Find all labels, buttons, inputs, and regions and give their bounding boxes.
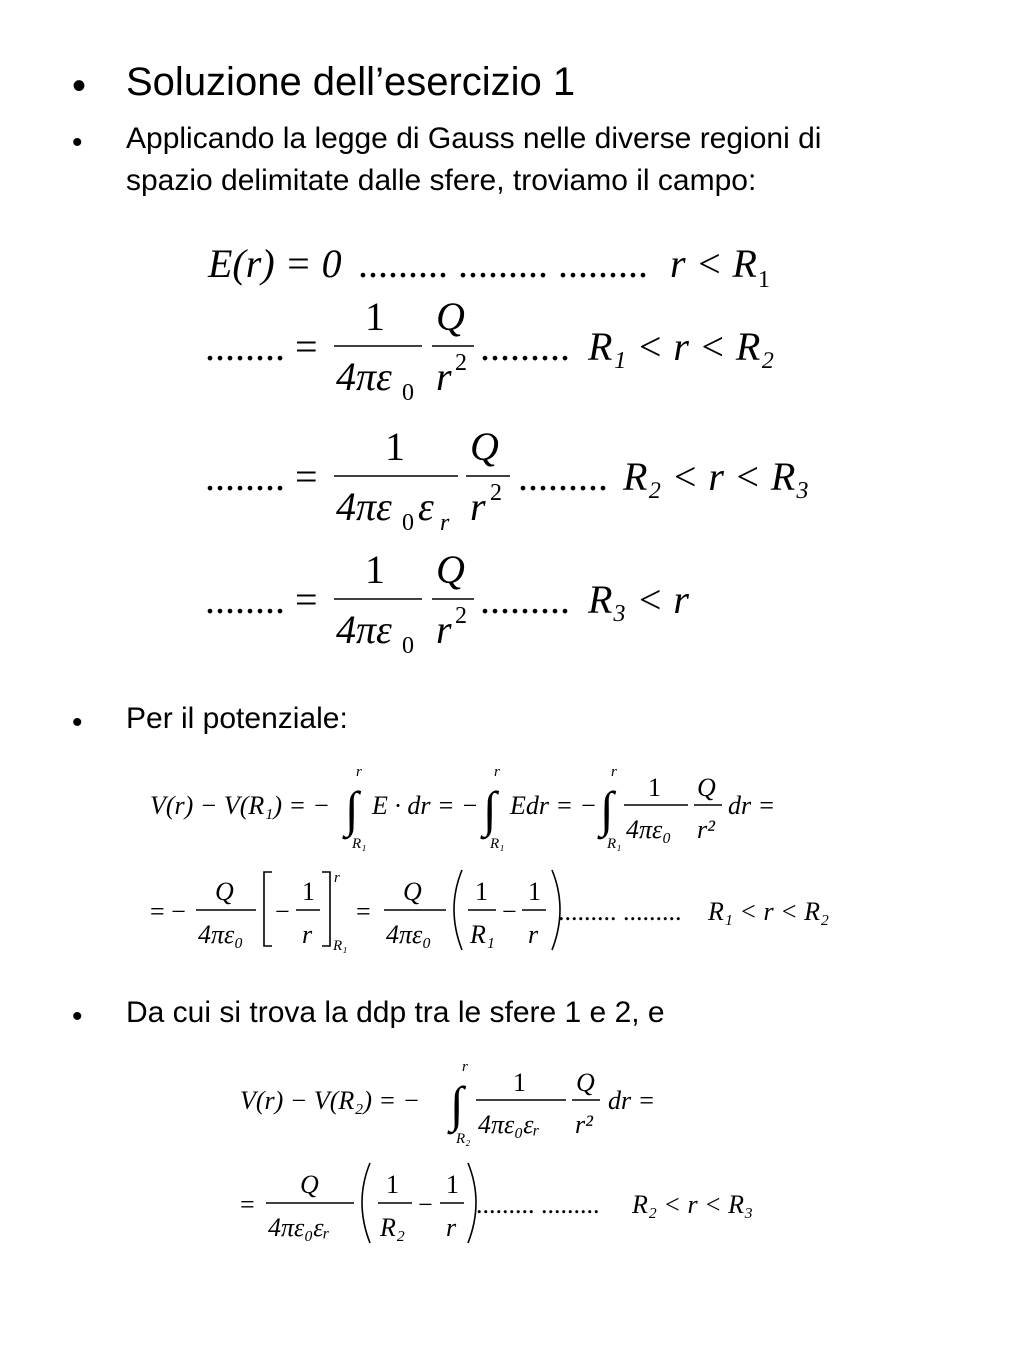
ddp-line-1 <box>240 1059 655 1147</box>
eq3-r: r <box>470 484 486 529</box>
pot2-equals: = <box>356 897 371 926</box>
int-lower-limit: R₁ <box>607 836 622 852</box>
eq2-denominator-sub: 0 <box>402 380 414 406</box>
ddp-heading: Da cui si trova la ddp tra le sfere 1 e 2, e <box>126 996 665 1029</box>
eq2-r: r <box>436 354 452 399</box>
bullet-marker: • <box>72 706 83 739</box>
ddp-r-squared: r² <box>575 1110 593 1139</box>
potential-line-2 <box>150 870 829 954</box>
intro-line-1: Applicando la legge di Gauss nelle diverse regioni di <box>126 122 822 155</box>
ddp2-R2: R₂ <box>380 1213 405 1242</box>
ddp2-lead: = <box>240 1190 255 1219</box>
ddp2-condition: R₂ < r < R₃ <box>632 1190 754 1219</box>
field-equations <box>0 215 1024 665</box>
int-upper-limit: r <box>494 764 500 780</box>
pot2-lead: = − <box>150 897 186 926</box>
eq1-condition-sub: 1 <box>758 267 770 293</box>
pot2-denominator: 4πε₀ <box>198 920 244 949</box>
equation-field-region-3 <box>205 424 809 536</box>
ddp-tail: dr = <box>608 1086 656 1115</box>
int-lower-limit: R₁ <box>490 836 505 852</box>
ddp-equations <box>0 1055 1024 1265</box>
eq4-denominator-sub: 0 <box>402 633 414 659</box>
int-upper-limit: r <box>462 1059 468 1075</box>
eq4-charge: Q <box>436 547 465 592</box>
eq3-charge: Q <box>470 424 499 469</box>
ddp-lhs: V(r) − V(R₂) = − <box>240 1086 421 1115</box>
eq4-dots: ......... <box>480 577 570 622</box>
pot-charge: Q <box>697 773 716 802</box>
pot-lhs: V(r) − V(R₁) = − <box>150 791 331 820</box>
eq1-dots: ......... ......... ......... <box>358 241 648 286</box>
eq3-dots: ......... <box>518 454 608 499</box>
pot2-r: r <box>528 920 539 949</box>
int-lower-limit: R₂ <box>456 1131 471 1147</box>
right-paren <box>468 1163 476 1243</box>
pot2-inner-num: 1 <box>302 877 315 906</box>
pot2-R1: R₁ <box>470 920 495 949</box>
ddp-denominator: 4πε₀εᵣ <box>478 1110 540 1139</box>
potential-line-1 <box>150 764 775 852</box>
pot-r-squared: r² <box>697 815 715 844</box>
ddp2-one-b: 1 <box>446 1170 459 1199</box>
ddp2-denominator: 4πε₀εᵣ <box>268 1213 330 1242</box>
eq3-denominator-sub: 0 <box>402 510 414 536</box>
eq4-condition: R₃ < r <box>588 577 689 622</box>
pot-term2: Edr = − <box>510 791 598 820</box>
equation-field-zero <box>207 241 770 293</box>
slide-title: Soluzione dell’esercizio 1 <box>126 60 576 104</box>
ddp-charge: Q <box>576 1068 595 1097</box>
pot-numerator: 1 <box>648 773 661 802</box>
pot-term1: E · dr = − <box>372 791 479 820</box>
pot2-denominator-2: 4πε₀ <box>386 920 432 949</box>
eq2-dots: ......... <box>480 324 570 369</box>
ddp-line-2 <box>240 1163 753 1243</box>
bullet-marker: • <box>72 64 87 108</box>
intro-line-2: spazio delimitate dalle sfere, troviamo il campo: <box>126 164 757 197</box>
bullet-marker: • <box>72 1000 83 1033</box>
eq4-r: r <box>436 607 452 652</box>
eq3-denominator-eps: ε <box>418 484 434 529</box>
eq2-denominator: 4πε <box>336 354 392 399</box>
eq3-exponent: 2 <box>490 480 502 506</box>
bracket-lower-limit: R₁ <box>333 938 348 954</box>
eq4-lead: ........ = <box>205 577 318 622</box>
ddp-numerator: 1 <box>513 1068 526 1097</box>
ddp2-dots: ......... ......... <box>476 1190 600 1219</box>
integral-sign: ∫ <box>345 781 359 837</box>
pot-denominator: 4πε₀ <box>626 815 672 844</box>
pot2-one-a: 1 <box>475 877 488 906</box>
potential-equations <box>0 760 1024 960</box>
pot2-inner-den: r <box>302 920 313 949</box>
eq2-charge: Q <box>436 294 465 339</box>
eq4-exponent: 2 <box>455 603 467 629</box>
ddp2-r: r <box>446 1213 457 1242</box>
potential-heading: Per il potenziale: <box>126 702 348 735</box>
eq4-denominator: 4πε <box>336 607 392 652</box>
pot-tail: dr = <box>728 791 776 820</box>
pot2-charge-2: Q <box>403 877 422 906</box>
int-lower-limit: R₁ <box>352 836 367 852</box>
pot2-dots: ......... ......... <box>558 897 682 926</box>
int-upper-limit: r <box>611 764 617 780</box>
ddp2-minus: − <box>418 1190 433 1219</box>
eq3-lead: ........ = <box>205 454 318 499</box>
left-paren <box>362 1163 370 1243</box>
left-bracket <box>264 872 272 946</box>
right-bracket <box>322 872 330 946</box>
int-upper-limit: r <box>356 764 362 780</box>
eq3-denominator: 4πε <box>336 484 392 529</box>
bullet-marker: • <box>72 126 83 159</box>
eq1-lhs: E(r) = 0 <box>208 241 342 286</box>
eq3-condition: R₂ < r < R₃ <box>623 454 810 499</box>
eq3-numerator: 1 <box>385 424 405 469</box>
eq2-numerator: 1 <box>365 294 385 339</box>
pot2-condition: R₁ < r < R₂ <box>708 897 830 926</box>
integral-sign: ∫ <box>483 781 497 837</box>
integral-sign: ∫ <box>450 1076 464 1132</box>
pot2-minus-2: − <box>502 897 517 926</box>
eq1-condition: r < R <box>670 241 757 286</box>
equation-field-region-4 <box>205 547 689 659</box>
equation-field-region-2 <box>205 294 774 406</box>
integral-sign: ∫ <box>600 781 614 837</box>
eq3-denominator-eps-sub: r <box>440 510 450 536</box>
eq2-lead: ........ = <box>205 324 318 369</box>
eq2-condition: R₁ < r < R₂ <box>588 324 775 369</box>
pot2-charge: Q <box>215 877 234 906</box>
pot2-one-b: 1 <box>528 877 541 906</box>
pot2-minus: − <box>275 897 290 926</box>
bracket-upper-limit: r <box>334 870 340 886</box>
eq2-exponent: 2 <box>455 350 467 376</box>
ddp2-one-a: 1 <box>386 1170 399 1199</box>
ddp2-charge: Q <box>300 1170 319 1199</box>
eq4-numerator: 1 <box>365 547 385 592</box>
left-paren <box>454 870 462 950</box>
